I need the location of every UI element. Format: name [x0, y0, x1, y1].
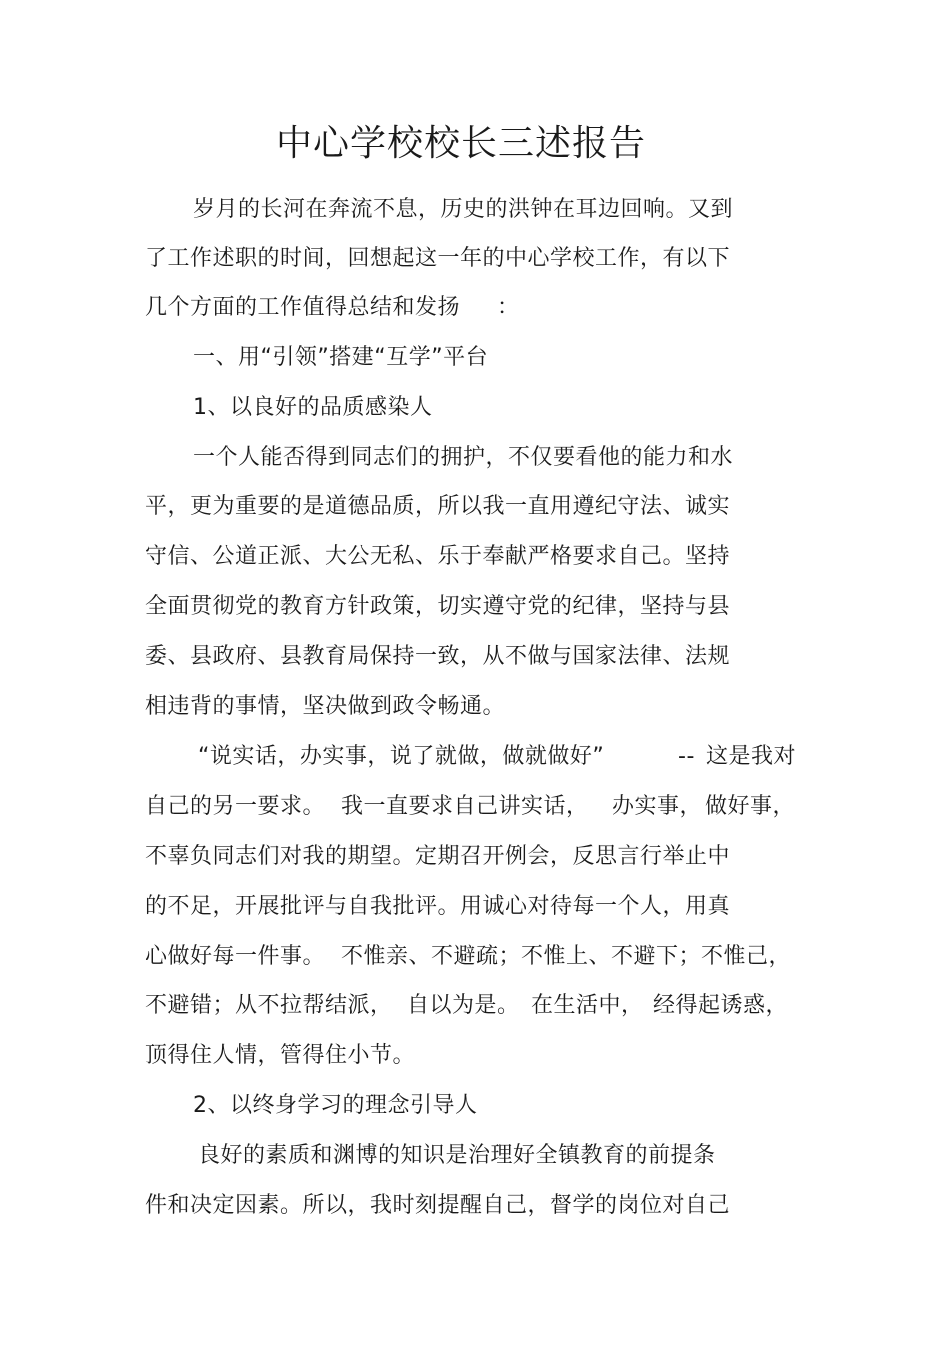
colon-mark: ： — [497, 295, 520, 320]
paragraph-segment: 几个方面的工作值得总结和发扬 — [145, 295, 461, 320]
paragraph-line: 委、县政府、县教育局保持一致，从不做与国家法律、法规 — [145, 644, 731, 669]
paragraph-segment: 这是我对 — [706, 744, 797, 769]
paragraph-line — [198, 739, 797, 775]
paragraph-line: 守信、公道正派、大公无私、乐于奉献严格要求自己。坚持 — [145, 544, 731, 569]
paragraph-segment: 办实事， — [612, 794, 703, 819]
paragraph-segment: 不惟亲、不避疏；不惟上、不避下；不惟己， — [341, 944, 792, 969]
paragraph-line: 良好的素质和渊博的知识是治理好全镇教育的前提条 — [198, 1143, 716, 1168]
paragraph-line: 平，更为重要的是道德品质，所以我一直用遵纪守法、诚实 — [145, 494, 731, 519]
paragraph-segment: 自以为是。 — [407, 993, 520, 1018]
subsection-heading: 2、以终身学习的理念引导人 — [193, 1093, 478, 1118]
paragraph-line: 一个人能否得到同志们的拥护，不仅要看他的能力和水 — [193, 445, 734, 470]
paragraph-line: 相违背的事情，坚决做到政令畅通。 — [145, 694, 506, 719]
paragraph-segment: -- — [678, 744, 695, 769]
subsection-heading: 1、以良好的品质感染人 — [193, 395, 433, 420]
paragraph-line: 的不足，开展批评与自我批评。用诚心对待每一个人，用真 — [145, 894, 731, 919]
paragraph-line — [145, 988, 789, 1024]
paragraph-segment: 不避错；从不拉帮结派， — [145, 993, 393, 1018]
paragraph-line: 岁月的长河在奔流不息，历史的洪钟在耳边回响。又到 — [193, 197, 734, 222]
section-heading: 一、用“引领”搭建“互学”平台 — [193, 345, 489, 370]
paragraph-line: 不辜负同志们对我的期望。定期召开例会，反思言行举止中 — [145, 844, 731, 869]
paragraph-line: 全面贯彻党的教育方针政策，切实遵守党的纪律，坚持与县 — [145, 594, 731, 619]
paragraph-segment: 经得起诱惑， — [653, 993, 789, 1018]
paragraph-segment: 自己的另一要求。 — [145, 794, 326, 819]
paragraph-segment: 我一直要求自己讲实话， — [341, 794, 589, 819]
paragraph-segment: “说实话，办实事，说了就做，做就做好” — [198, 744, 605, 769]
paragraph-line: 件和决定因素。所以，我时刻提醒自己，督学的岗位对自己 — [145, 1193, 731, 1218]
paragraph-line — [145, 939, 792, 975]
paragraph-segment: 做好事， — [705, 794, 796, 819]
paragraph-line — [145, 290, 520, 326]
paragraph-line — [145, 789, 796, 825]
paragraph-segment: 在生活中， — [531, 993, 644, 1018]
paragraph-line: 了工作述职的时间，回想起这一年的中心学校工作，有以下 — [145, 246, 731, 271]
document-title: 中心学校校长三述报告 — [275, 123, 646, 164]
paragraph-segment: 心做好每一件事。 — [145, 944, 326, 969]
paragraph-line: 顶得住人情，管得住小节。 — [145, 1043, 416, 1068]
